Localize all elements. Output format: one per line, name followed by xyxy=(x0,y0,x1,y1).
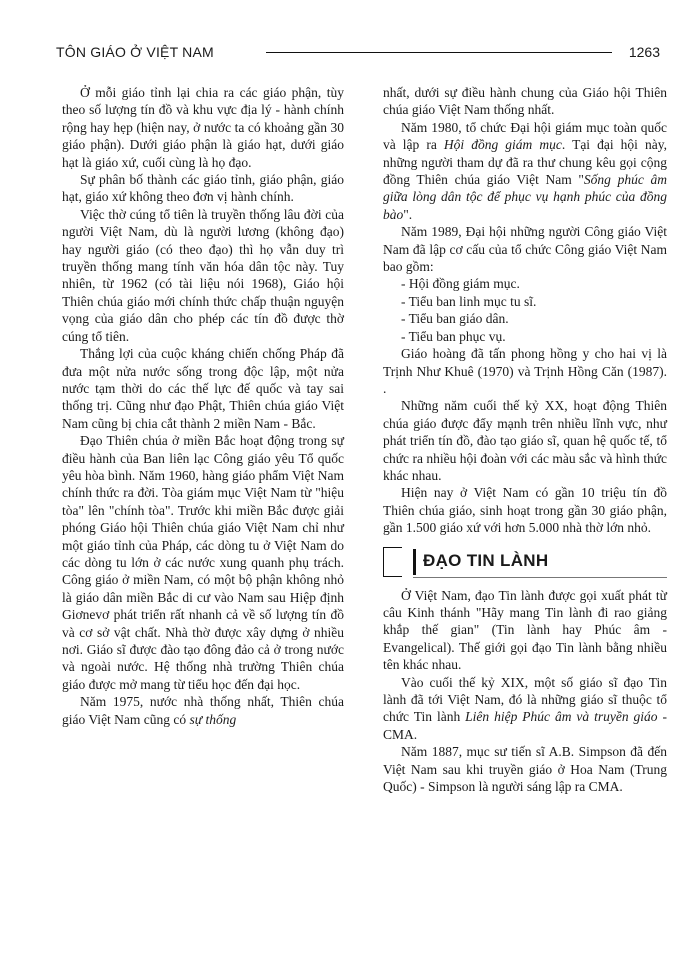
paragraph xyxy=(383,674,667,744)
page-number: 1263 xyxy=(628,44,660,60)
left-column xyxy=(62,84,344,728)
italic-text: Liên hiệp Phúc âm và truyền giáo xyxy=(465,709,658,725)
text-run: Năm 1975, nước nhà thống nhất, Thiên chúa giáo Việt Nam cũng có xyxy=(62,694,344,727)
running-title: TÔN GIÁO Ở VIỆT NAM xyxy=(56,44,214,60)
header-rule xyxy=(266,52,612,53)
paragraph: Năm 1989, Đại hội những người Công giáo Việt Nam đã lập cơ cấu của tổ chức Công giáo Việt Nam bao gồm: xyxy=(383,224,667,275)
list-item: - Tiểu ban linh mục tu sĩ. xyxy=(401,293,537,309)
paragraph: Việc thờ cúng tổ tiên là truyền thống lâu đời của người Việt Nam, dù là người lương (không đạo) hay người giáo (có theo đạo) thì họ vẫn duy trì truyền thống mang tính văn hóa dân tộc này. Tuy nhiên, từ 1962 (có tài liệu nói 1968), Giáo hội Thiên chúa giáo mới chính thức chấp thuận nguyện vọng của giáo dân cho phép các tín đồ được thờ cúng tổ tiên. xyxy=(62,206,344,344)
list-item: - Tiểu ban phục vụ. xyxy=(401,328,506,344)
paragraph: Năm 1887, mục sư tiến sĩ A.B. Simpson đã đến Việt Nam sau khi truyền giáo ở Hoa Nam (Trung Quốc) - Simpson là người sáng lập ra CMA. xyxy=(383,744,667,795)
paragraph: Đạo Thiên chúa ở miền Bắc hoạt động trong sự điều hành của Ban liên lạc Công giáo yêu Tổ quốc yêu hòa bình. Năm 1960, hàng giáo phẩm Việt Nam chính thức ra đời. Tòa giám mục Việt Nam từ "hiệu tòa" lên "chính tòa". Trước khi miền Bắc được giải phóng Giáo hội Thiên chúa giáo Việt Nam chỉ như một giáo tỉnh của Pháp, các dòng tu ở Việt Nam do các dòng tu lớn ở các nước xung quanh phụ trách. Công giáo ở miền Nam, có một bộ phận không nhỏ là giáo dân miền Bắc di cư vào Nam sau Hiệp định Giơnevơ phát triển rất nhanh cả về số lượng tín đồ và cơ sở vật chất. Nhà thờ được xây dựng ở nhiều nơi. Giáo sĩ được đào tạo đông đảo cả ở trong nước và ngoài nước. Hệ thống nhà trường Thiên chúa giáo được mở mang từ tiểu học đến đại học. xyxy=(62,433,344,692)
text-run: - CMA. xyxy=(383,709,668,742)
list-item: - Tiểu ban giáo dân. xyxy=(401,311,509,327)
text-run: ". xyxy=(403,206,413,222)
paragraph xyxy=(62,693,344,728)
section-bar xyxy=(413,549,416,575)
text-run: . Tại đại hội này, những người tham dự đã ra thư chung kêu gọi cộng đồng Thiên chúa giáo Việt Nam " xyxy=(383,137,667,188)
text-run: Vào cuối thế kỷ XIX, một số giáo sĩ đạo Tin lành đã tới Việt Nam, đó là những giáo sĩ thuộc tổ chức Tin lành xyxy=(383,674,667,725)
paragraph: Ở Việt Nam, đạo Tin lành được gọi xuất phát từ câu Kinh thánh "Hãy mang Tin lành đi rao giảng khắp thế gian" (Tin lành hay Phúc âm - Evangelical). Thế giới gọi đạo Tin lành bằng nhiều tên khác nhau. xyxy=(383,587,667,673)
section-heading xyxy=(383,547,667,579)
section-title: ĐẠO TIN LÀNH xyxy=(423,550,549,570)
paragraph: Những năm cuối thế kỷ XX, hoạt động Thiên chúa giáo được đẩy mạnh trên nhiều lĩnh vực, như phát triển tín đồ, đào tạo giáo sĩ, quan hệ quốc tế, tổ chức ra nhiều hội đoàn với các màu sắc và hình thức khác nhau. xyxy=(383,398,667,483)
paragraph: Sự phân bố thành các giáo tỉnh, giáo phận, giáo hạt, giáo xứ không theo đơn vị hành chính. xyxy=(62,172,344,205)
page-header xyxy=(56,44,660,66)
italic-text: Sống phúc âm giữa lòng dân tộc để phục vụ hạnh phúc của đồng bào xyxy=(383,172,667,222)
paragraph xyxy=(383,119,667,223)
italic-text: Hội đồng giám mục xyxy=(443,137,562,153)
paragraph: Giáo hoàng đã tấn phong hồng y cho hai vị là Trịnh Như Khuê (1970) và Trịnh Hồng Căn (1987). . xyxy=(383,346,667,396)
paragraph: nhất, dưới sự điều hành chung của Giáo hội Thiên chúa giáo Việt Nam thống nhất. xyxy=(383,85,667,118)
paragraph: Ở mỗi giáo tỉnh lại chia ra các giáo phận, tùy theo số lượng tín đồ và khu vực địa lý - hành chính rộng hay hẹp (hiện nay, ở nước ta có khoảng gần 30 giáo phận). Dưới giáo phận là giáo hạt, dưới giáo hạt là giáo xứ, cuối cùng là họ đạo. xyxy=(62,85,344,170)
italic-text: sự thống xyxy=(189,711,237,727)
text-run: Năm 1980, tổ chức Đại hội giám mục toàn quốc và lập ra xyxy=(383,119,667,153)
paragraph: Thắng lợi của cuộc kháng chiến chống Pháp đã đưa một nửa nước sống trong độc lập, một nửa nước tạm thời do các thế lực đế quốc và tay sai thống trị. Cũng như đạo Phật, Thiên chúa giáo Việt Nam cũng bị chia cắt thành 2 miền Nam - Bắc. xyxy=(62,346,344,431)
right-column xyxy=(383,84,667,795)
paragraph: Hiện nay ở Việt Nam có gần 10 triệu tín đồ Thiên chúa giáo, sinh hoạt trong gần 30 giáo phận, gần 1.500 giáo xứ với hơn 5.000 nhà thờ lớn nhỏ. xyxy=(383,485,667,536)
section-bracket-icon xyxy=(383,547,402,577)
list-item: - Hội đồng giám mục. xyxy=(401,276,520,292)
section-underline xyxy=(413,577,667,578)
